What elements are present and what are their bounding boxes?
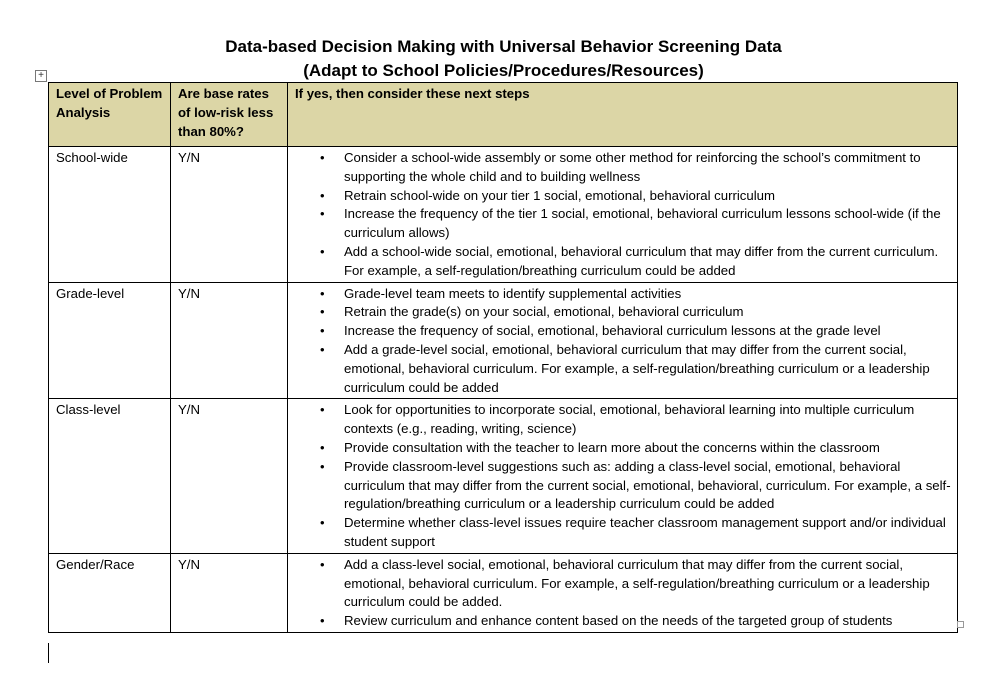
list-item: • Add a school-wide social, emotional, behavioral curriculum that may differ from the current curriculum. For example, a self-regulation/breathing curriculum could be added <box>344 243 951 281</box>
decision-table <box>48 82 958 633</box>
list-item: • Add a class-level social, emotional, behavioral curriculum that may differ from the current social, emotional, behavioral curriculum. For example, a self-regulation/breathing curriculum or a leadership curriculum could be added. <box>344 556 951 612</box>
document-subtitle: (Adapt to School Policies/Procedures/Resources) <box>303 61 704 80</box>
answer-cell: Y/N <box>171 553 288 632</box>
header-base-rates: Are base rates of low-risk less than 80%? <box>171 83 288 147</box>
list-item: • Look for opportunities to incorporate social, emotional, behavioral learning into multiple curriculum contexts (e.g., reading, writing, science) <box>344 401 951 439</box>
list-item: • Increase the frequency of the tier 1 social, emotional, behavioral curriculum lessons school-wide (if the curriculum allows) <box>344 205 951 243</box>
steps-cell <box>288 553 958 632</box>
list-item: • Determine whether class-level issues require teacher classroom management support and/or individual student support <box>344 514 951 552</box>
list-item: • Provide classroom-level suggestions such as: adding a class-level social, emotional, behavioral curriculum that may differ from the current social, emotional, behavioral, curriculum. For example, a self-regulation/breathing curriculum or a leadership curriculum could be added <box>344 458 951 514</box>
steps-list <box>295 556 951 631</box>
level-cell: Grade-level <box>49 282 171 399</box>
level-cell: Gender/Race <box>49 553 171 632</box>
answer-cell: Y/N <box>171 399 288 553</box>
steps-cell <box>288 147 958 283</box>
table-row <box>49 147 958 283</box>
table-row <box>49 553 958 632</box>
table-resize-handle[interactable] <box>957 621 964 628</box>
list-item: • Review curriculum and enhance content based on the needs of the targeted group of students <box>344 612 951 631</box>
list-item: • Grade-level team meets to identify supplemental activities <box>344 285 951 304</box>
text-cursor <box>48 643 49 663</box>
steps-list <box>295 401 951 551</box>
list-item: • Add a grade-level social, emotional, behavioral curriculum that may differ from the current social, emotional, behavioral curriculum. For example, a self-regulation/breathing curriculum or a leadership curriculum could be added <box>344 341 951 397</box>
header-next-steps: If yes, then consider these next steps <box>288 83 958 147</box>
table-row <box>49 399 958 553</box>
answer-cell: Y/N <box>171 282 288 399</box>
steps-cell <box>288 282 958 399</box>
steps-cell <box>288 399 958 553</box>
document-title: Data-based Decision Making with Universal Behavior Screening Data <box>225 37 782 56</box>
list-item: • Increase the frequency of social, emotional, behavioral curriculum lessons at the grade level <box>344 322 951 341</box>
list-item: • Consider a school-wide assembly or some other method for reinforcing the school’s commitment to supporting the whole child and to building wellness <box>344 149 951 187</box>
table-row <box>49 282 958 399</box>
table-move-handle-icon[interactable]: + <box>35 70 47 82</box>
steps-list <box>295 285 951 398</box>
list-item: • Provide consultation with the teacher to learn more about the concerns within the classroom <box>344 439 951 458</box>
list-item: • Retrain school-wide on your tier 1 social, emotional, behavioral curriculum <box>344 187 951 206</box>
list-item: • Retrain the grade(s) on your social, emotional, behavioral curriculum <box>344 303 951 322</box>
level-cell: School-wide <box>49 147 171 283</box>
steps-list <box>295 149 951 281</box>
table-header-row <box>49 83 958 147</box>
header-level: Level of Problem Analysis <box>49 83 171 147</box>
answer-cell: Y/N <box>171 147 288 283</box>
level-cell: Class-level <box>49 399 171 553</box>
